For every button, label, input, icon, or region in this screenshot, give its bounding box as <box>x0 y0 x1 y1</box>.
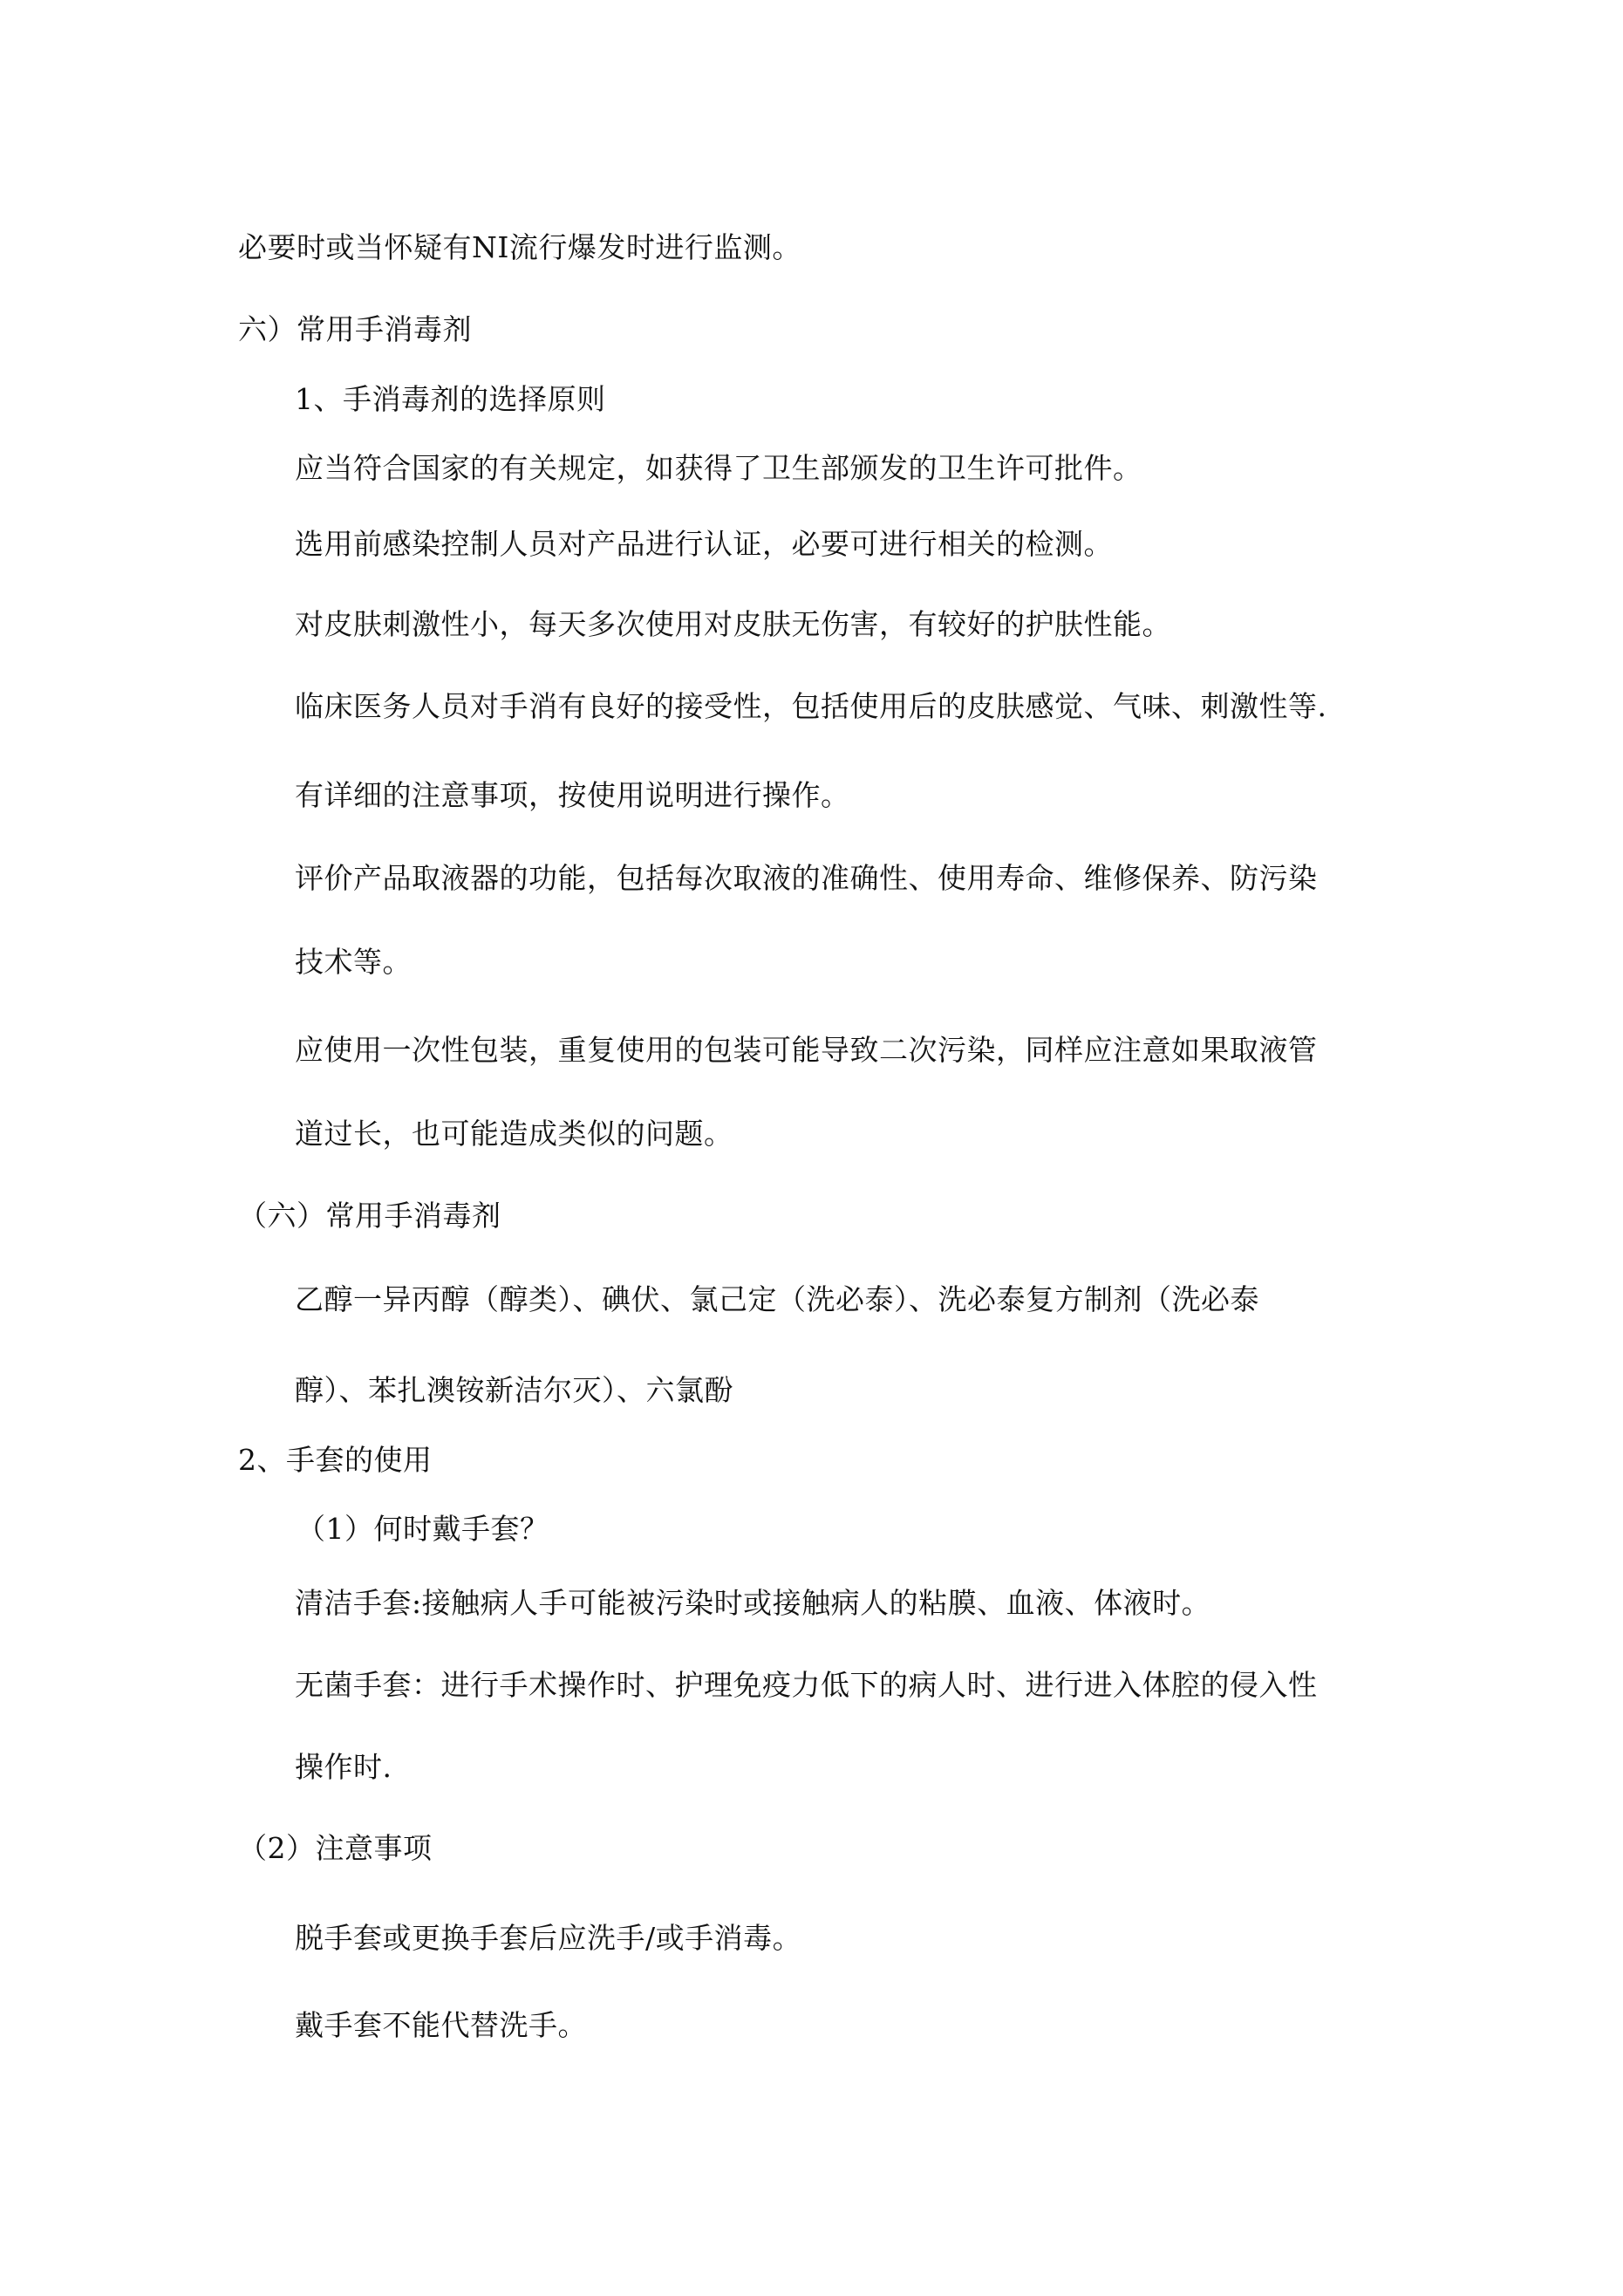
text-line: 清洁手套:接触病人手可能被污染时或接触病人的粘膜、血液、体液时。 <box>295 1586 1211 1620</box>
text-line: 对皮肤刺激性小，每天多次使用对皮肤无伤害，有较好的护肤性能。 <box>295 607 1171 641</box>
text-line: 选用前感染控制人员对产品进行认证，必要可进行相关的检测。 <box>295 527 1113 561</box>
text-line: 操作时. <box>295 1750 392 1784</box>
text-line: 乙醇一异丙醇（醇类）、碘伏、氯己定（洗必泰）、洗必泰复方制剂（洗必泰 <box>295 1282 1259 1316</box>
text-line: 有详细的注意事项，按使用说明进行操作。 <box>295 778 850 812</box>
section-heading: （六）常用手消毒剂 <box>238 1199 501 1233</box>
text-line: 评价产品取液器的功能，包括每次取液的准确性、使用寿命、维修保养、防污染 <box>295 861 1318 895</box>
subsection-heading: 1、手消毒剂的选择原则 <box>295 382 606 416</box>
text-line: 技术等。 <box>295 945 412 979</box>
text-line: 醇）、苯扎澳铵新洁尔灭）、六氯酚 <box>295 1373 733 1407</box>
section-heading: 2、手套的使用 <box>238 1443 433 1477</box>
text-line: 应使用一次性包装，重复使用的包装可能导致二次污染，同样应注意如果取液管 <box>295 1033 1318 1067</box>
text-line: 戴手套不能代替洗手。 <box>295 2008 587 2042</box>
subsection-heading: （2）注意事项 <box>238 1831 433 1865</box>
text-line: 无菌手套：进行手术操作时、护理免疫力低下的病人时、进行进入体腔的侵入性 <box>295 1668 1318 1702</box>
subsection-heading: （1）何时戴手套？ <box>297 1512 549 1546</box>
text-line: 必要时或当怀疑有NI流行爆发时进行监测。 <box>238 230 801 264</box>
text-line: 应当符合国家的有关规定，如获得了卫生部颁发的卫生许可批件。 <box>295 451 1142 485</box>
text-line: 脱手套或更换手套后应洗手/或手消毒。 <box>295 1921 802 1955</box>
text-line: 临床医务人员对手消有良好的接受性，包括使用后的皮肤感觉、气味、刺激性等. <box>295 689 1327 723</box>
section-heading: 六）常用手消毒剂 <box>238 312 472 346</box>
text-line: 道过长，也可能造成类似的问题。 <box>295 1117 733 1151</box>
